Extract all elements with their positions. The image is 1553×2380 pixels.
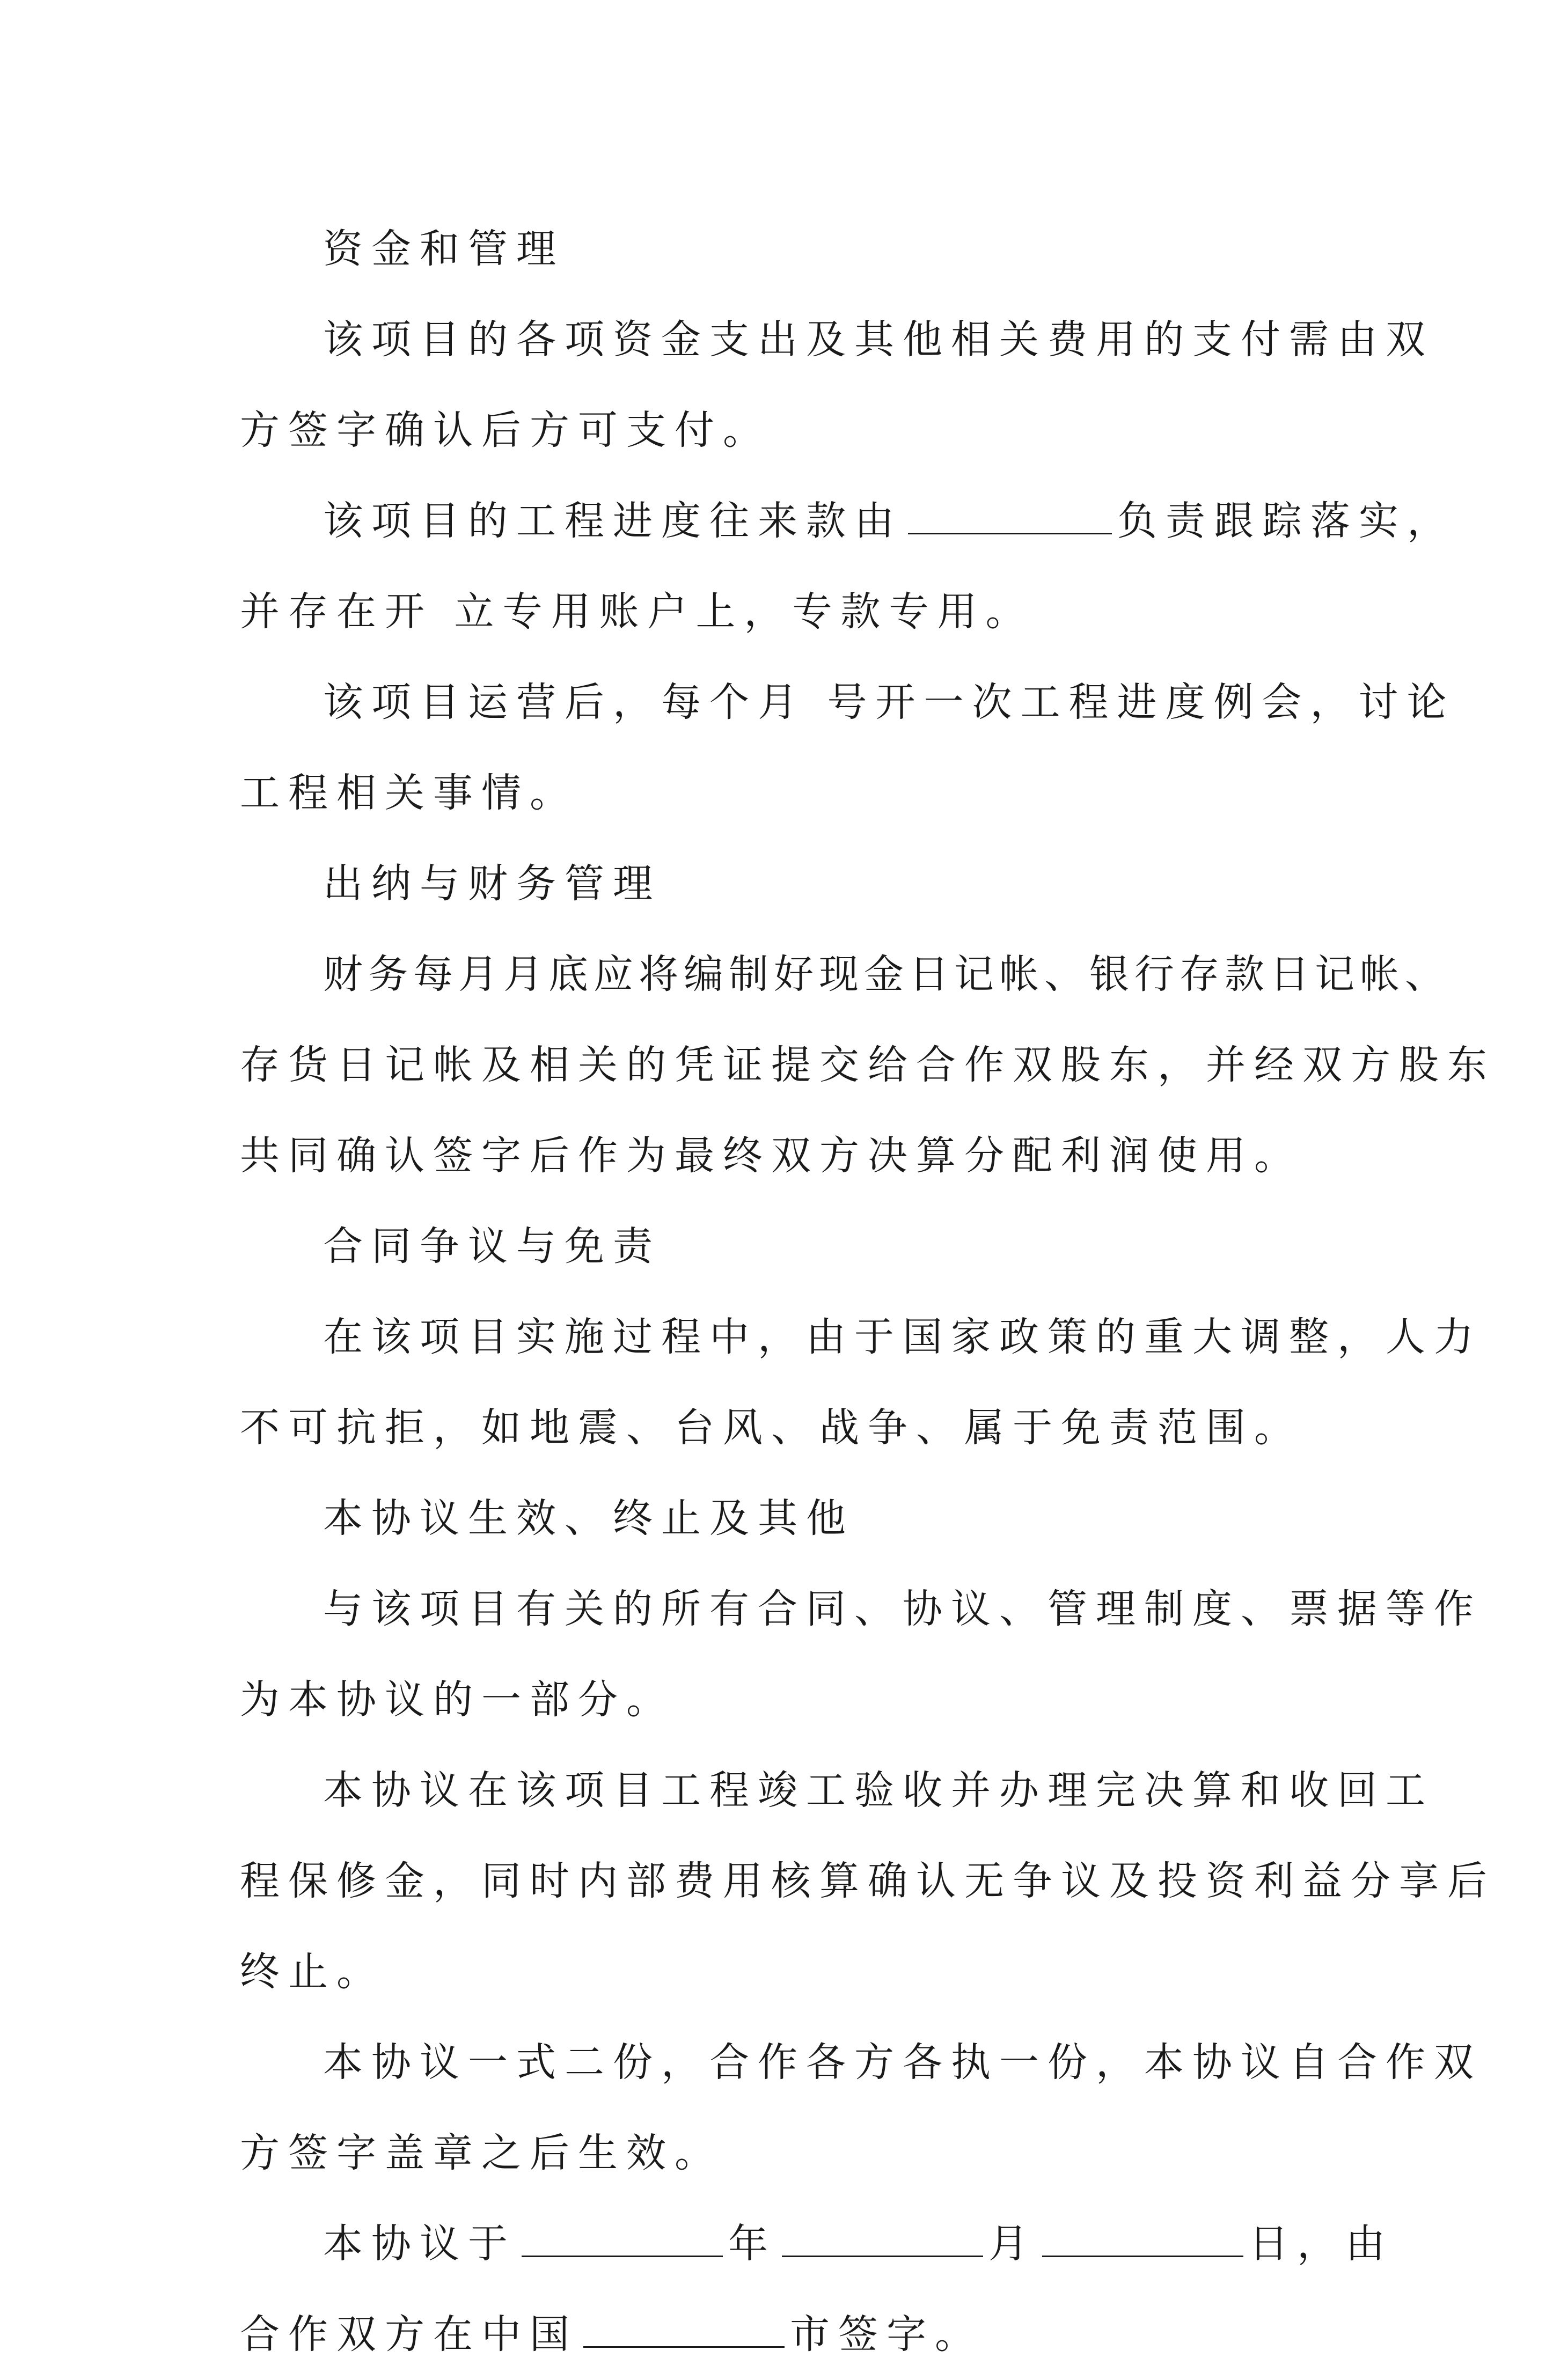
paragraph-line: 工程相关事情。 [240,770,578,816]
paragraph-line: 方签字确认后方可支付。 [240,407,771,453]
paragraph-line: 共同确认签字后作为最终双方决算分配利润使用。 [240,1133,1302,1179]
paragraph-line: 程保修金，同时内部费用核算确认无争议及投资利益分享后 [240,1858,1496,1904]
paragraph-line: 该项目运营后，每个月 号开一次工程进度例会，讨论 [323,679,1455,725]
paragraph-line: 本协议在该项目工程竣工验收并办理完决算和收回工 [323,1767,1434,1813]
signing-place-line [240,2289,1318,2380]
signing-date-line [240,2199,1394,2289]
paragraph-line: 并存在开 立专用账户上，专款专用。 [240,589,1034,635]
paragraph-line: 本协议一式二份，合作各方各执一份，本协议自合作双 [323,2039,1482,2085]
paragraph-text: 年 [728,2221,776,2267]
paragraph-line: 存货日记帐及相关的凭证提交给合作双股东，并经双方股东 [240,1042,1496,1088]
paragraph-text: 本协议于 [323,2221,516,2267]
paragraph-line: 在该项目实施过程中，由于国家政策的重大调整，人力 [323,1314,1482,1360]
paragraph-line: 不可抗拒，如地震、台风、战争、属于免责范围。 [240,1405,1302,1451]
paragraph-text: 合作双方在中国 [240,2311,578,2357]
paragraph-text: 月 [988,2221,1037,2267]
fill-in-blank-day[interactable] [1042,2250,1243,2257]
document-body [240,204,1496,2380]
paragraph-text: 该项目的工程进度往来款由 [323,498,903,544]
paragraph-line [240,476,1455,567]
paragraph-text: 负责跟踪落实， [1117,498,1455,544]
paragraph-text: 市签字。 [790,2311,983,2357]
paragraph-line: 方签字盖章之后生效。 [240,2130,723,2176]
fill-in-blank-year[interactable] [522,2250,723,2257]
paragraph-line: 为本协议的一部分。 [240,1677,675,1723]
paragraph-line: 该项目的各项资金支出及其他相关费用的支付需由双 [323,317,1434,363]
section-heading-dispute: 合同争议与免责 [323,1223,661,1269]
fill-in-blank-month[interactable] [782,2250,983,2257]
fill-in-blank-city[interactable] [583,2341,785,2348]
section-heading-effect: 本协议生效、终止及其他 [323,1495,854,1541]
section-heading-funds: 资金和管理 [323,226,565,272]
paragraph-line: 与该项目有关的所有合同、协议、管理制度、票据等作 [323,1586,1482,1632]
paragraph-line: 财务每月月底应将编制好现金日记帐、银行存款日记帐、 [323,951,1450,997]
paragraph-text: 日，由 [1249,2221,1394,2267]
fill-in-blank-responsible-party[interactable] [908,527,1112,534]
section-heading-finance: 出纳与财务管理 [323,861,661,907]
paragraph-line: 终止。 [240,1949,385,1995]
